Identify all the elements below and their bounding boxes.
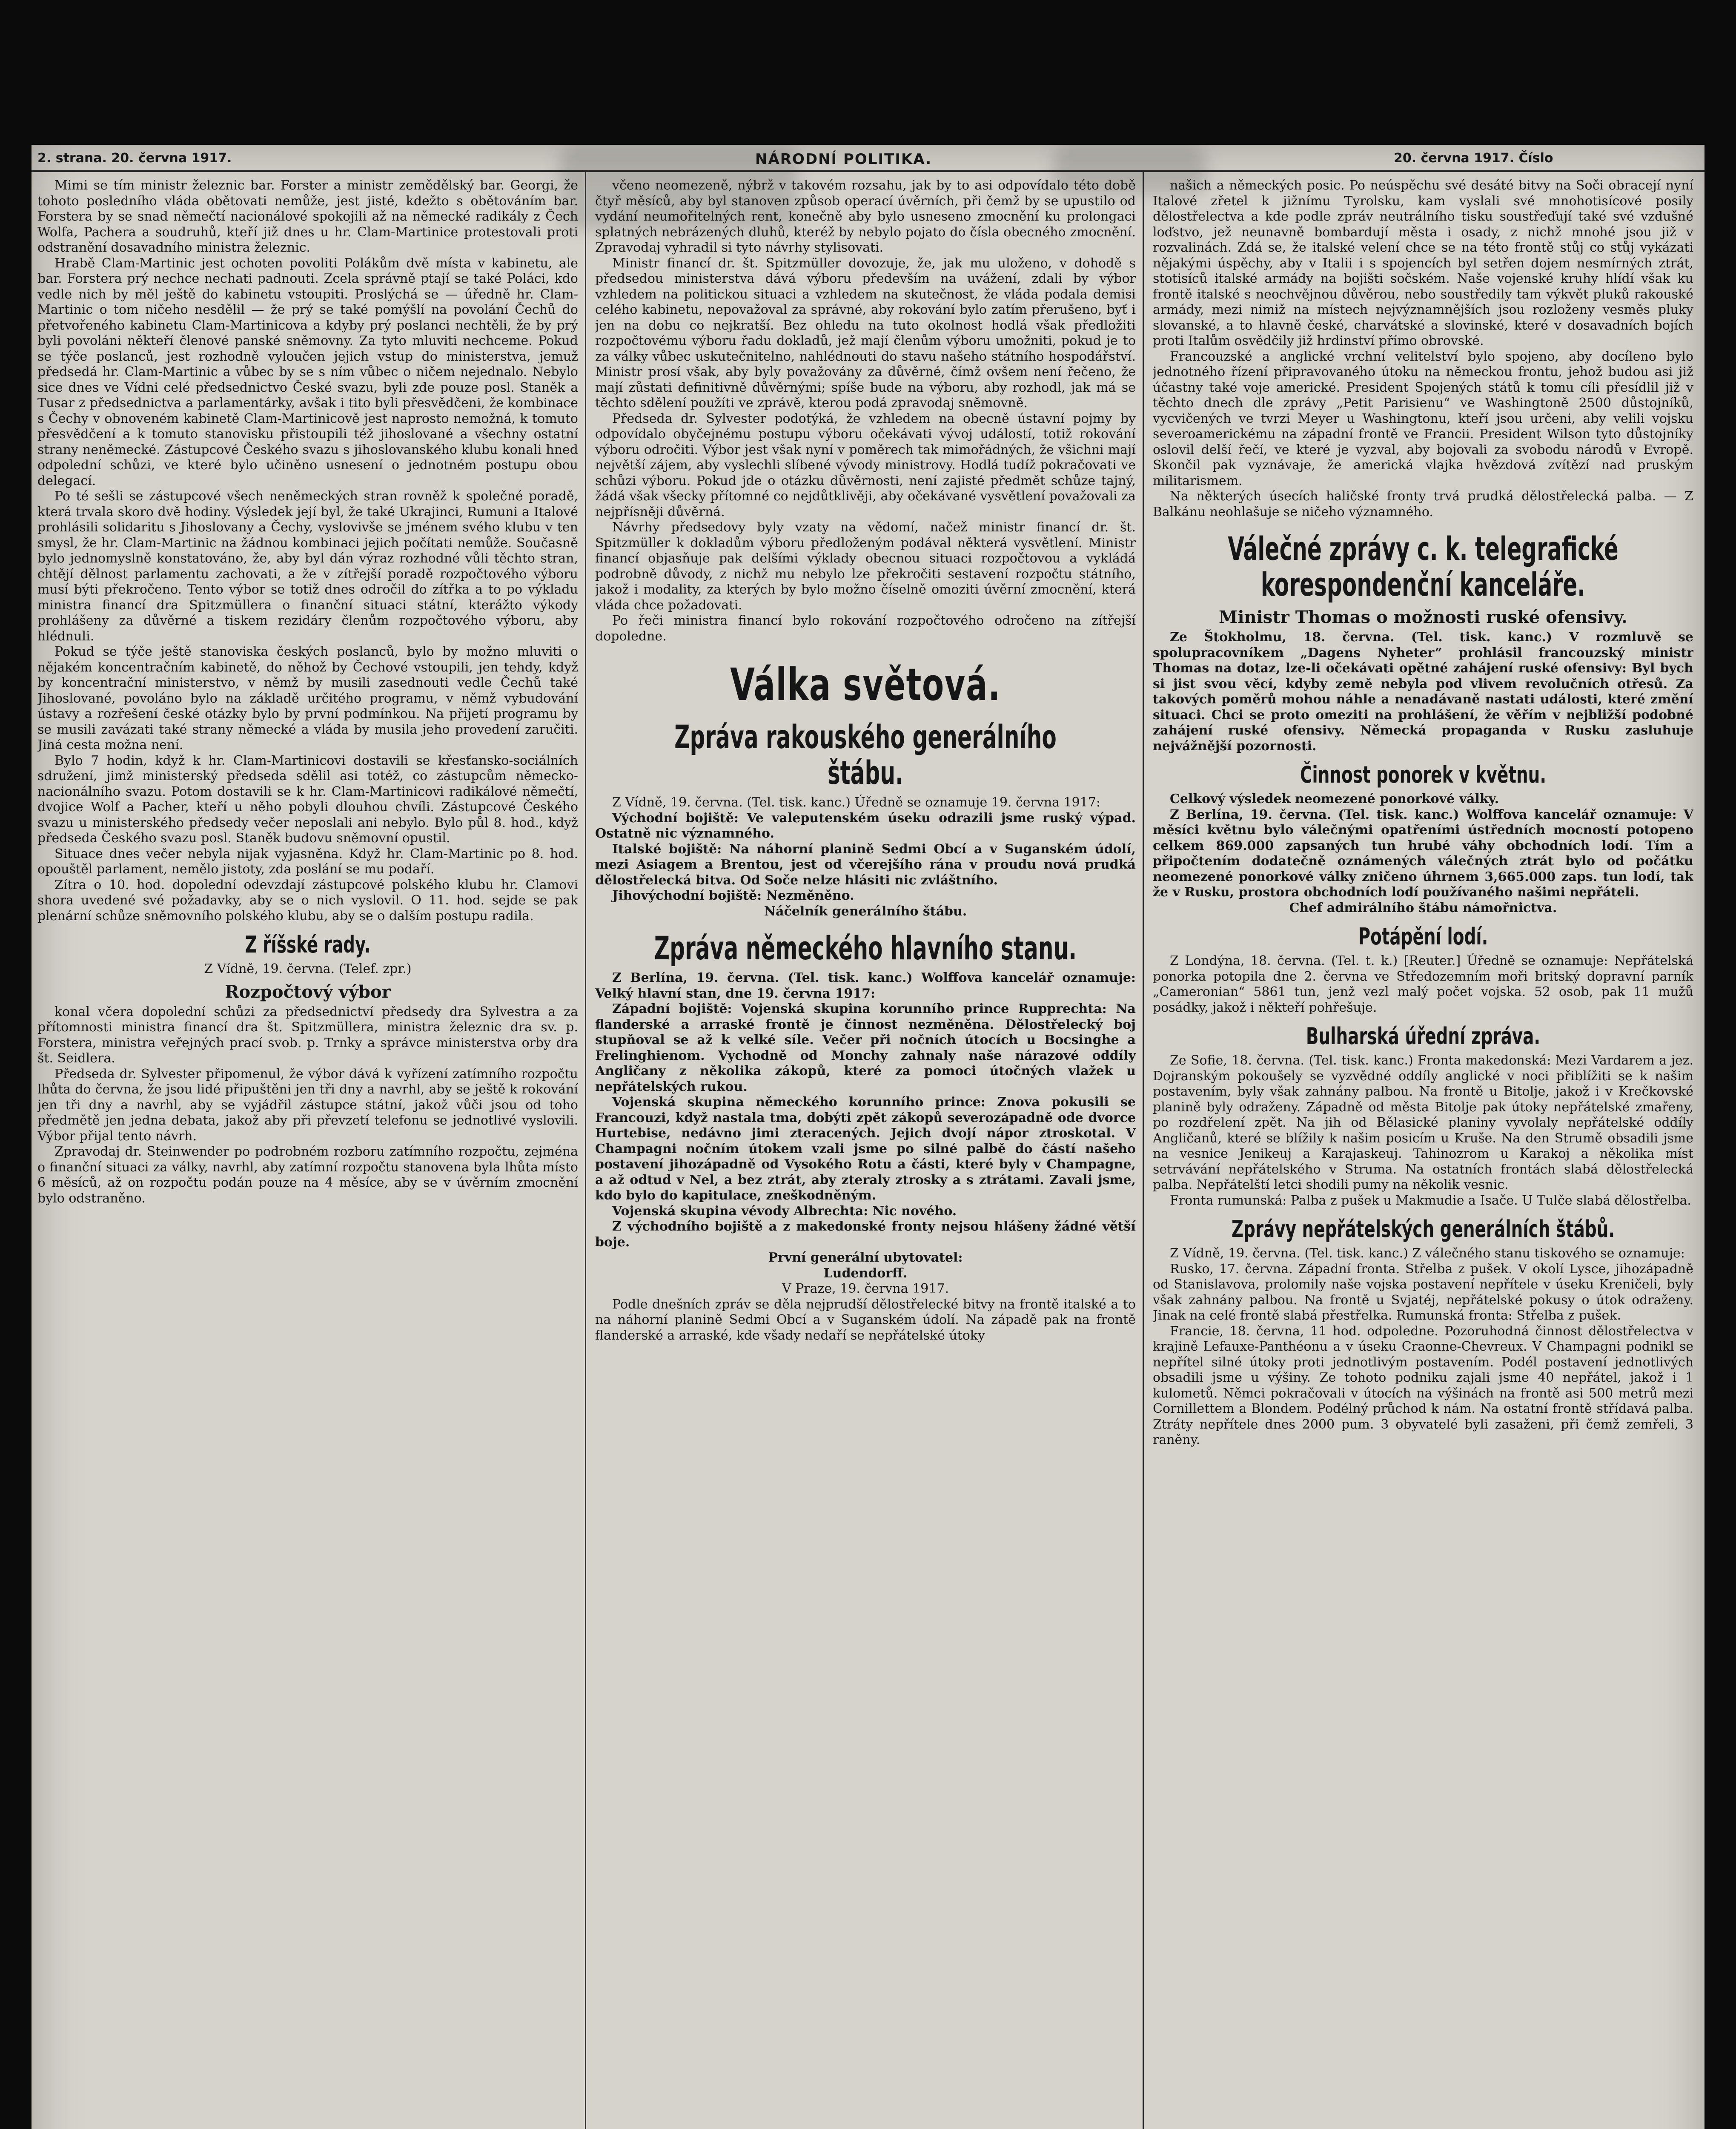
header-left: 2. strana. 20. června 1917. [37, 151, 232, 166]
report-paragraph: Ze Sofie, 18. června. (Tel. tisk. kanc.) Fronta makedonská: Mezi Vardarem a jez. Dojranským pokoušely se vyzvědné oddíly anglické v noci přiblížiti se k našim postavením, byly však zahnány palbou. Na frontě u Bitolje, jakož i v Krečkovské planině byly odraženy. Západně od města Bitolje pak útoky nepřátelské zmařeny, po rozdřelení zpět. Na jih od Bělasické planiny vyvolaly nepřátelské oddíly Angličanů, které se blížily k našim posicím u Kruše. Na den Strumě obsadili jsme na vesnice Jenikeuj a Karajaskeuj. Tahinozrom u Karakoj a několika míst setrvávání nepřátelského v Struma. Na ostatních frontách slabá dělostřelecká palba. Nepřátelští letci shodili pumy na několik vesnic. [1153, 1053, 1693, 1192]
main-headline: Válka světová. [730, 659, 1001, 711]
dateline: Z Vídně, 19. června. (Telef. zpr.) [204, 961, 412, 976]
report-paragraph: Z Berlína, 19. června. (Tel. tisk. kanc.) Wolffova kancelář oznamuje: V měsíci květnu bylo válečnými opatřeními ústředních mocností potopeno celkem 869.000 zapsaných tun hrubé váhy obchodních lodí. Tím a připočtením dodatečně oznámených válečných ztrát bylo od počátku neomezené ponorkové války zničeno úhrnem 3,665.000 zaps. tun lodí, tak že v Rusku, prostora obchodních lodí používaného našimi nepřáteli. [1153, 807, 1693, 900]
article-paragraph: Návrhy předsedovy byly vzaty na vědomí, načež ministr financí dr. št. Spitzmüller k dokladům výboru předloženým podával některá vysvětlení. Ministr financí objasňuje pak delšími výklady obecnou situaci rozpočtovou a vykládá podrobně důvody, z nichž mu nebylo lze překročiti sestavení rozpočtu státního, jakož i modality, za kterých by bylo možno číselně omoziti úvěrní zmocnění, která vláda chce požadovati. [595, 520, 1136, 613]
article-paragraph: Podle dnešních zpráv se děla nejprudší dělostřelecké bitvy na frontě italské a to na náhorní planině Sedmi Obcí a v Suganském údolí. Na západě pak na frontě flanderské a arraské, kde všady nedaří se nepřátelské útoky [595, 1297, 1136, 1343]
report-dateline: Z Berlína, 19. června. (Tel. tisk. kanc.) Wolffova kancelář oznamuje: Velký hlavní stan, dne 19. června 1917: [595, 970, 1136, 1001]
section-headline: Potápění lodí. [1358, 923, 1488, 950]
article-paragraph: Zpravodaj dr. Steinwender po podrobném rozboru zatímního rozpočtu, zejména o finanční situaci za války, navrhl, aby zatímní rozpočtu stanovena byla lhůta místo 6 měsíců, až on rozpočtu podán pouze na 4 měsíce, aby se v úvěrním zmocnění bylo odstraněno. [37, 1144, 578, 1206]
article-paragraph: včeno neomezeně, nýbrž v takovém rozsahu, jak by to asi odpovídalo této době čtyř měsíců, aby byl stanoven způsob operací úvěrních, při čemž by se upustilo od vydání neumořitelných rent, konečně aby bylo usneseno zmocnění ku prolongaci splatných nebrázených dluhů, kteréž by nebylo pojato do čísla obecného zmocnění. Zpravodaj vyhradil si tyto návrhy stylisovati. [595, 178, 1136, 255]
report-paragraph: Jihovýchodní bojiště: Nezměněno. [612, 888, 854, 903]
section-headline: Bulharská úřední zpráva. [1306, 1023, 1541, 1050]
article-paragraph: Ministr financí dr. št. Spitzmüller dovozuje, že, jak mu uloženo, v dohodě s předsedou ministerstva dává výboru především na uvážení, zdali by výbor vzhledem na politickou situaci a vzhledem na skutečnost, že vláda podala demisi celého kabinetu, nepovažoval za správné, aby rokování bylo zatím přerušeno, byť i jen na dobu co nejkratší. Bez ohledu na tuto okolnost hodlá však předložiti rozpočtovému výboru řadu dokladů, jež mají členům výboru umožniti, pokud je to za války vůbec uskutečnitelno, nahlédnouti do stavu našeho státního hospodářství. Ministr prosí však, aby byly považovány za důvěrné, čímž ovšem není řečeno, že mají zůstati definitivně důvěrnými; spíše bude na výboru, aby rozhodl, jak má se těchto sdělení použíti ve zprávě, kterou podá zpravodaj sněmovně. [595, 255, 1136, 410]
report-paragraph: Francie, 18. června, 11 hod. odpoledne. Pozoruhodná činnost dělostřelectva v krajině Lefauxe-Panthéonu a v úseku Craonne-Chevreux. V Champagni podnikl se nepřítel silné útoky proti jednotlivým postavením. Podél postavení jednotlivých obsadili jsme u výšiny. Ze tohoto podniku zajali jsme 40 nepřátel, jakož i 1 kulometů. Němci pokračovali v útocích na výšinách na frontě asi 500 metrů mezi Cornillettem a Blondem. Podélný průchod k nám. Na ostatní frontě střídavá palba. Ztráty nepřítele dnes 2000 pum. 3 obyvatelé byli zasaženi, při čemž zemřeli, 3 raněny. [1153, 1323, 1693, 1447]
section-subheading: Rozpočtový výbor [225, 981, 391, 1002]
column-1 [37, 178, 578, 2129]
article-paragraph: Po řeči ministra financí bylo rokování rozpočtového odročeno na zítřejší dopoledne. [595, 613, 1136, 644]
column-3 [1153, 178, 1693, 2129]
column-2 [595, 178, 1136, 2129]
column-divider [585, 172, 586, 2129]
report-paragraph: Východní bojiště: Ve valeputenském úseku odrazili jsme ruský výpad. Ostatně nic významného. [595, 810, 1136, 841]
report-lead: Celkový výsledek neomezené ponorkové války. [1170, 792, 1499, 806]
report-paragraph: Vojenská skupina vévody Albrechta: Nic nového. [612, 1203, 957, 1219]
article-paragraph: Na některých úsecích haličské fronty trvá prudká dělostřelecká palba. — Z Balkánu neohlašuje se ničeho významného. [1153, 489, 1693, 519]
section-subheading: Ministr Thomas o možnosti ruské ofensivy. [1219, 607, 1627, 627]
report-signature: Chef admirálního štábu námořnictva. [1289, 900, 1557, 915]
article-paragraph: konal včera dopolední schůzi za předsednictví předsedy dra Sylvestra a za přítomnosti ministra financí dra št. Spitzmüllera, ministra železnic dra sv. p. Forstera, ministra veřejných prací svob. p. Trnky a správce ministerstva orby dra št. Seidlera. [37, 1004, 578, 1066]
header-right: 20. června 1917. Číslo [1394, 151, 1553, 166]
section-headline: Zprávy nepřátelských generálních štábů. [1231, 1216, 1615, 1242]
article-paragraph: Předseda dr. Sylvester podotýká, že vzhledem na obecně ústavní pojmy by odpovídalo obyčejnému postupu výboru očekávati vývoj událostí, totiž rokování výboru odročiti. Výbor jest však nyní v poměrech tak mimořádných, že všichni mají největší zájem, aby vyslechli slíbené vývody ministrovy. Hodlá tudíž pokračovati ve schůzi výboru. Pokud jde o otázku důvěrnosti, není zajisté předmět schůze tajný, žádá však všecky přítomné co nejdůtklivěji, aby očekávané vysvětlení považovali za nejpřísněji důvěrná. [595, 411, 1136, 519]
section-headline: Činnost ponorek v květnu. [1300, 761, 1547, 788]
report-signature: Náčelník generálního štábu. [764, 904, 967, 919]
article-paragraph: Bylo 7 hodin, když k hr. Clam-Martinicovi dostavili se křesťansko-sociálních sdružení, jimž ministerský předseda sdělil asi totéž, co zástupcům německo-nacionálního svazu. Potom dostavili se k hr. Clam-Martinicovi radikálové němečtí, dvojice Wolf a Pacher, kteří u něho pobyli dlouhou chvíli. Zástupcové Českého svazu u ministerského předsedy večer neposlali ani nebylo. Bylo půl 8. hod., když předseda Českého svazu posl. Staněk budovu sněmovní opustil. [37, 753, 578, 846]
report-paragraph: Italské bojiště: Na náhorní planině Sedmi Obcí a v Suganském údolí, mezi Asiagem a Brentou, jest od včerejšího rána v proudu nová prudká dělostřelecká bitva. Od Soče nelze hlásiti nic zvláštního. [595, 841, 1136, 888]
report-dateline: Z Vídně, 19. června. (Tel. tisk. kanc.) Úředně se oznamuje 19. června 1917: [612, 795, 1101, 810]
report-paragraph: Rusko, 17. června. Západní fronta. Střelba z pušek. V okolí Lysce, jihozápadně od Stanislavova, prolomily naše vojska postavení nepřítele v úseku Kreničeli, byly však zahnány palbou. Na frontě u Svjatéj, nepřátelské pokusy o útok odraženy. Jinak na celé frontě slabá přestřelka. Rumunská fronta: Střelba z pušek. [1153, 1261, 1693, 1323]
article-paragraph: Zítra o 10. hod. dopolední odevzdají zástupcové polského klubu hr. Clamovi shora uvedené své požadavky, aby se o nich vyslovil. O 11. hod. sejde se pak plenární schůze sněmovního polského klubu, aby se o dalším postupu radila. [37, 877, 578, 924]
article-paragraph: Hrabě Clam-Martinic jest ochoten povoliti Polákům dvě místa v kabinetu, ale bar. Forstera prý nechce nechati padnouti. Zcela správně ptají se také Poláci, kdo vedle nich by měl ještě do kabinetu vstoupiti. Proslýchá se — úředně hr. Clam-Martinic o tom ničeho nesdělil — že prý se také pomýšlí na povolání Čechů do přetvořeného kabinetu Clam-Martinicova a kdyby prý poslanci nechtěli, že by prý byli povoláni někteří členové panské sněmovny. Za tyto mluviti nechceme. Pokud se týče poslanců, jest rozhodně vyloučen jejich vstup do ministerstva, jemuž předsedá hr. Clam-Martinic a vůbec by se s ním vůbec o ničem nejednalo. Nebylo sice dnes ve Vídni celé předsednictvo České svazu, byli zde pouze posl. Staněk a Tusar z předsednictva a parlamentárky, avšak i tito byli přesvědčeni, že kombinace s Čechy v obnoveném kabinetě Clam-Martinicově jest naprosto nemožná, k tomuto přesvědčení a k tomuto stanovisku přistoupili též jihoslované a všechny ostatní strany neněmecké. Zástupcové Českého svazu s jihoslovanského klubu konali hned odpolední schůzi, ve které bylo učiněno usnesení o jednotném postupu obou delegací. [37, 255, 578, 488]
report-paragraph: Z Vídně, 19. června. (Tel. tisk. kanc.) Z válečného stanu tiskového se oznamuje: [1170, 1246, 1685, 1261]
section-headline: Zpráva rakouského generálního štábu. [674, 718, 1057, 792]
header-masthead: NÁRODNÍ POLITIKA. [755, 151, 932, 168]
report-paragraph: Vojenská skupina německého korunního prince: Znova pokusili se Francouzi, když nastala tma, dobýti zpět zákopů severozápadně ode dvorce Hurtebise, nedávno jimi zteracených. Jejich dvojí nápor ztroskotal. V Champagni nočním útokem vzali jsme po silné palbě do částí našeho postavení jihozápadně od Vysokého Rotu a části, které byly v Champagne, a až odtud v Nel, a bez ztrát, aby zteraly ztrosky a s ztrátami. Zavali jsme, kdo bylo do kapitulace, zneškodněným. [595, 1095, 1136, 1203]
report-signature: První generální ubytovatel: [768, 1250, 963, 1265]
report-paragraph: Z Londýna, 18. června. (Tel. t. k.) [Reuter.] Úředně se oznamuje: Nepřátelská ponorka potopila dne 2. června ve Středozemním moři britský dopravní parník „Cameronian“ 5861 tun, jenž vezl malý počet vojska. 52 osob, pak 11 mužů posádky, jakož i někteří pohřešuje. [1153, 953, 1693, 1015]
column-divider [1143, 172, 1144, 2129]
section-headline: Z říšské rady. [245, 931, 371, 958]
report-paragraph: Ze Štokholmu, 18. června. (Tel. tisk. kanc.) V rozmluvě se spolupracovníkem „Dagens Nyheter“ prohlásil francouzský ministr Thomas na dotaz, lze-li očekávati opětné zahájení ruské ofensivy: Byl bych si jist svou věcí, kdyby země nebyla pod vlivem revolučních otřesů. Za takových poměrů mohou náhle a nenadávaně nastati události, které změní situaci. Chci se proto omeziti na prohlášení, že věřím v nejbližší podobné zahájení ruské ofensivy. Německá propaganda v Rusku zasluhuje nejvážnější pozornosti. [1153, 630, 1693, 754]
report-paragraph: Z východního bojiště a z makedonské fronty nejsou hlášeny žádné větší boje. [595, 1219, 1136, 1250]
article-paragraph: našich a německých posic. Po neúspěchu své desáté bitvy na Soči obracejí nyní Italové zřetel k jižnímu Tyrolsku, kam vyslali své mnohotisícové posily dělostřelectva a kde podle zpráv neutrálního tisku soustřeďují také své vzdušné loďstvo, jež neunavně bombardují města i osady, z nichž mnohé jsou již v rozvalinách. Zdá se, že italské velení chce se na této frontě stůj co stůj vykázati nějakými úspěchy, aby v Italii i s spojencích byl setřen dojem nesmírných ztrát, stotisíců italské armády na bojišti sočském. Naše vojenské kruhy hlídí však ku frontě italské s neochvějnou důvěrou, nebo soustředily tam výkvět pluků rakouské armády, mezi nimiž na místech nejvýznamnějších jsou rozloženy vesměs pluky slovanské, a to hlavně české, charvátské a slovinské, které v dosavadních bojích proti Italům osvědčily již hrdinství přímo obrovské. [1153, 178, 1693, 348]
report-paragraph: Fronta rumunská: Palba z pušek u Makmudie a Isače. U Tulče slabá dělostřelba. [1170, 1193, 1691, 1208]
dateline: V Praze, 19. června 1917. [782, 1281, 949, 1296]
article-paragraph: Pokud se týče ještě stanoviska českých poslanců, bylo by možno mluviti o nějakém koncentračním kabinetě, do něhož by Čechové vstoupili, jen tehdy, když by koncentrační ministerstvo, v němž by musili zasednouti vedle Čechů také Jihoslované, povoláno bylo na základě určitého programu, v němž vybudování ústavy a rozřešení české otázky bylo by první podmínkou. Na přijetí programu by se musili zavázati také strany německé a vláda by musila jeho provedení zaručiti. Jiná cesta možna není. [37, 644, 578, 752]
article-paragraph: Předseda dr. Sylvester připomenul, že výbor dává k vyřízení zatímního rozpočtu lhůta do června, že jsou lidé připuštěni jen tři dny a navrhl, aby se ještě k rokování jen tři dny a navrhl, aby se vyjádřil zástupce státní, jakož vůči jsou od toho předmětě jen jedna debata, jakož aby při převzetí telefonu se jednotlivé vyslovili. Výbor přijal tento návrh. [37, 1066, 578, 1144]
article-paragraph: Situace dnes večer nebyla nijak vyjasněna. Když hr. Clam-Martinic po 8. hod. opouštěl parlament, nemělo jistoty, zda poslání se mu podaří. [37, 846, 578, 877]
page-header [32, 145, 1704, 170]
header-rule [32, 170, 1704, 172]
report-paragraph: Západní bojiště: Vojenská skupina korunního prince Rupprechta: Na flanderské a arraské frontě je činnost nezměněna. Dělostřelecký boj stupňoval se až k velké síle. Večer při nočních útocích u Bocsinghe a Frelinghienom. Vychodně od Monchy zahnaly naše nárazové oddíly Angličany z několika zákopů, které za pomoci útočných vlažek u nepřátelských rukou. [595, 1001, 1136, 1094]
newspaper-page [32, 145, 1704, 2129]
report-signature: Ludendorff. [823, 1265, 908, 1281]
article-paragraph: Mimi se tím ministr železnic bar. Forster a ministr zemědělský bar. Georgi, že tohoto posledního vláda obětovati nemůže, jest jisté, kdežto s obětováním bar. Forstera by se snad němečtí nacionálové spokojili až na německé radikály z Čech Wolfa, Pachera a soudruhů, kteří již dnes u hr. Clam-Martinice protestovali proti odstranění dosavadního ministra železnic. [37, 178, 578, 255]
article-paragraph: Francouzské a anglické vrchní velitelství bylo spojeno, aby docíleno bylo jednotného řízení připravovaného útoku na německou frontu, jehož budou asi již účastny také voje americké. President Spojených států k tomu cíli přesídlil již v těchto dnech dle zprávy „Petit Parisienu“ ve Washingtoně 2500 důstojníků, vycvičených ve tvrzi Meyer u Washingtonu, kteří jsou určeni, aby velili vojsku severoamerickému na západní frontě ve Francii. President Wilson tyto důstojníky oslovil delší řečí, ve které je vyzval, aby bojovali za svobodu národů v Evropě. Skončil pak vyznávaje, že americká vlajka hvězdová zvítězí nad pruským militarismem. [1153, 349, 1693, 488]
main-headline: Válečné zprávy c. k. telegrafické korespondenční kanceláře. [1228, 530, 1619, 603]
section-headline: Zpráva německého hlavního stanu. [654, 929, 1077, 967]
article-paragraph: Po té sešli se zástupcové všech neněmeckých stran rovněž k společné poradě, která trvala skoro dvě hodiny. Výsledek její byl, že také Ukrajinci, Rumuni a Italové prohlásili solidaritu s Jihoslovany a Čechy, vyslovivše se jménem svého klubu v ten smysl, že hr. Clam-Martinic na žádnou kombinaci jejich počítati nemůže. Současně bylo jednomyslně konstatováno, že, aby byl dán výraz rozhodné vůli těchto stran, chtějí dělnost parlamentu zachovati, a že v zítřejší poradě rozpočtového výboru musí býti překročeno. Tento výbor se totiž dnes odročil do zítřka a to po výkladu ministra financí dra Spitzmüllera o finanční situaci státní, kterážto výkody prohlášeny za důvěrné a tiskem rezidáry členům rozpočtového výboru, aby hlédnuli. [37, 489, 578, 644]
